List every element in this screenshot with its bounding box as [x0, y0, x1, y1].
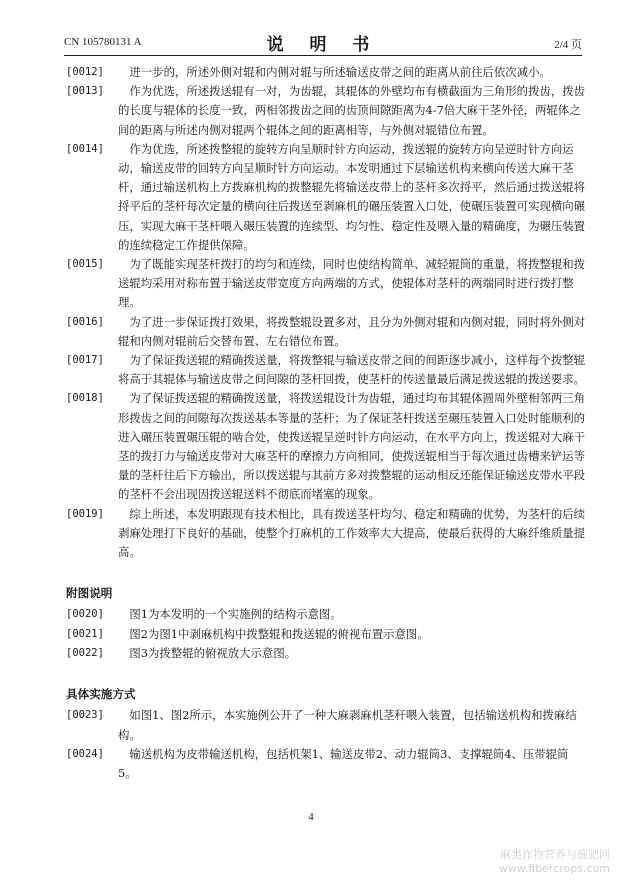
paragraph: [66, 140, 586, 255]
paragraph: [66, 255, 586, 313]
patent-number: CN 105780131 A: [64, 36, 142, 48]
paragraph-text: 作为优选，所述拨送辊有一对，为齿辊，其辊体的外壁均布有横截面为三角形的拨齿，拨齿的长度与辊体的长度一致，两相邻拨齿之间的齿顶间隙距离为4-7倍大麻干茎外径，两辊体之间的距离与所述内侧对辊两个辊体之间的距离相等，与外侧对辊错位布置。: [118, 84, 586, 137]
paragraph-text: 为了既能实现茎杆拨打的均匀和连续，同时也使结构简单、减轻辊筒的重量，将拨整辊和拨送辊均采用对称布置于输送皮带宽度方向两端的方式，使辊体对茎杆的两端同时进行拨打整理。: [118, 257, 586, 310]
page-header: [64, 30, 582, 55]
watermark-url: www.fibercrops.com: [498, 862, 610, 875]
paragraph-number: [0023]: [66, 709, 104, 722]
paragraph: [66, 706, 586, 744]
paragraph: [66, 644, 586, 663]
paragraph-text: 如图1、图2所示，本实施例公开了一种大麻剥麻机茎秆喂入装置，包括输送机构和拨麻结构。: [118, 708, 577, 742]
paragraph: [66, 82, 586, 140]
paragraph-number: [0014]: [66, 142, 104, 155]
paragraph-text: 图1为本发明的一个实施例的结构示意图。: [118, 607, 342, 622]
document-title: 说 明 书: [266, 35, 380, 55]
paragraph-number: [0012]: [66, 66, 104, 78]
paragraph-group-embodiment: [66, 706, 586, 783]
paragraph-text: 综上所述，本发明跟现有技术相比，具有拨送茎杆均匀、稳定和精确的优势，为茎杆的后续剥麻处理打下良好的基础，使整个打麻机的工作效率大大提高，使最后获得的大麻纤维质量提高。: [118, 506, 586, 560]
paragraph-text: 作为优选，所述拨整辊的旋转方向呈顺时针方向运动，拨送辊的旋转方向呈逆时针方向运动，输送皮带的回转方向呈顺时针方向运动。本发明通过下层输送机构来横向传送大麻干茎杆，通过输送机构上方拨麻机构的拨整辊先将输送皮带上的茎杆多次捋平，然后通过拨送辊将捋平后的茎杆每次定量的横向往后拨送至剥麻机的碾压装置入口处，使碾压装置可实现横向碾压，实现大麻干茎杆喂入碾压装置的连续型、均匀性、稳定性及喂入量的精确度，为碾压装置的连续稳定工作提供保障。: [118, 141, 586, 252]
section-title-embodiment: 具体实施方式: [66, 687, 136, 702]
paragraph-number: [0022]: [66, 646, 104, 659]
paragraph-number: [0018]: [66, 392, 104, 405]
watermark: [499, 846, 610, 875]
paragraph-group-figures: [66, 605, 586, 663]
paragraph-text: 为了进一步保证拨打效果，将拨整辊设置多对，且分为外侧对辊和内侧对辊，同时将外侧对辊和内侧对辊前后交替布置、左右错位布置。: [118, 314, 586, 348]
paragraph-number: [0017]: [66, 354, 104, 367]
paragraph: [66, 351, 586, 389]
paragraph-text: 进一步的，所述外侧对辊和内侧对辊与所述输送皮带之间的距离从前往后依次减小。: [118, 65, 551, 79]
paragraph-text: 为了保证拨送辊的精确拨送量，将拨整辊与输送皮带之间的间距逐步减小，这样每个拨整辊将高于其辊体与输送皮带之间间隙的茎杆回拨，使茎杆的传送量最后满足拨送辊的拨送要求。: [118, 353, 586, 387]
paragraph-text: 输送机构为皮带输送机构，包括机架1、输送皮带2、动力辊筒3、支撑辊筒4、压带辊筒5。: [118, 746, 569, 780]
page-number: 4: [308, 812, 314, 823]
paragraph: [66, 63, 586, 82]
paragraph-number: [0016]: [66, 315, 104, 328]
header-rule: [64, 55, 582, 56]
paragraph-number: [0020]: [66, 608, 104, 621]
watermark-site-name: 麻类作物营养与施肥网: [500, 848, 610, 861]
paragraph-number: [0013]: [66, 85, 104, 98]
paragraph: [66, 389, 586, 504]
paragraph: [66, 505, 586, 563]
paragraph-group-top: [66, 63, 586, 562]
paragraph-text: 为了保证拨送辊的精确拨送量，将拨送辊设计为齿辊，通过均布其辊体圆周外壁相邻两三角形拨齿之间的间隙每次拨送基本等量的茎杆；为了保证茎杆拨送至碾压装置入口处时能顺利的进入碾压装置碾压辊的啮合处，使拨送辊呈逆时针方向运动，在水平方向上，拨送辊对大麻干茎的拨打力与输送皮带对大麻茎杆的摩擦力方向相同，使拨送辊相当于每次通过齿槽来铲运等量的茎杆往后下方输出，所以拨送辊与其前方多对拨整辊的运动相反还能保证输送皮带水平段的茎杆不会出现因拨送辊送料不彻底而堵塞的现象。: [118, 391, 586, 502]
paragraph-number: [0021]: [66, 627, 104, 640]
paragraph: [66, 745, 586, 783]
page-info: 2/4 页: [554, 39, 582, 51]
document-body: [66, 63, 586, 783]
paragraph-text: 图3为拨整辊的俯视放大示意图。: [118, 645, 297, 660]
paragraph-number: [0024]: [66, 747, 104, 760]
paragraph: [66, 625, 586, 644]
section-title-figures: 附图说明: [66, 586, 113, 601]
paragraph: [66, 605, 586, 624]
paragraph-number: [0015]: [66, 258, 104, 271]
paragraph: [66, 313, 586, 351]
paragraph-text: 图2为图1中剥麻机构中拨整辊和拨送辊的俯视布置示意图。: [118, 626, 429, 641]
paragraph-number: [0019]: [66, 507, 104, 520]
